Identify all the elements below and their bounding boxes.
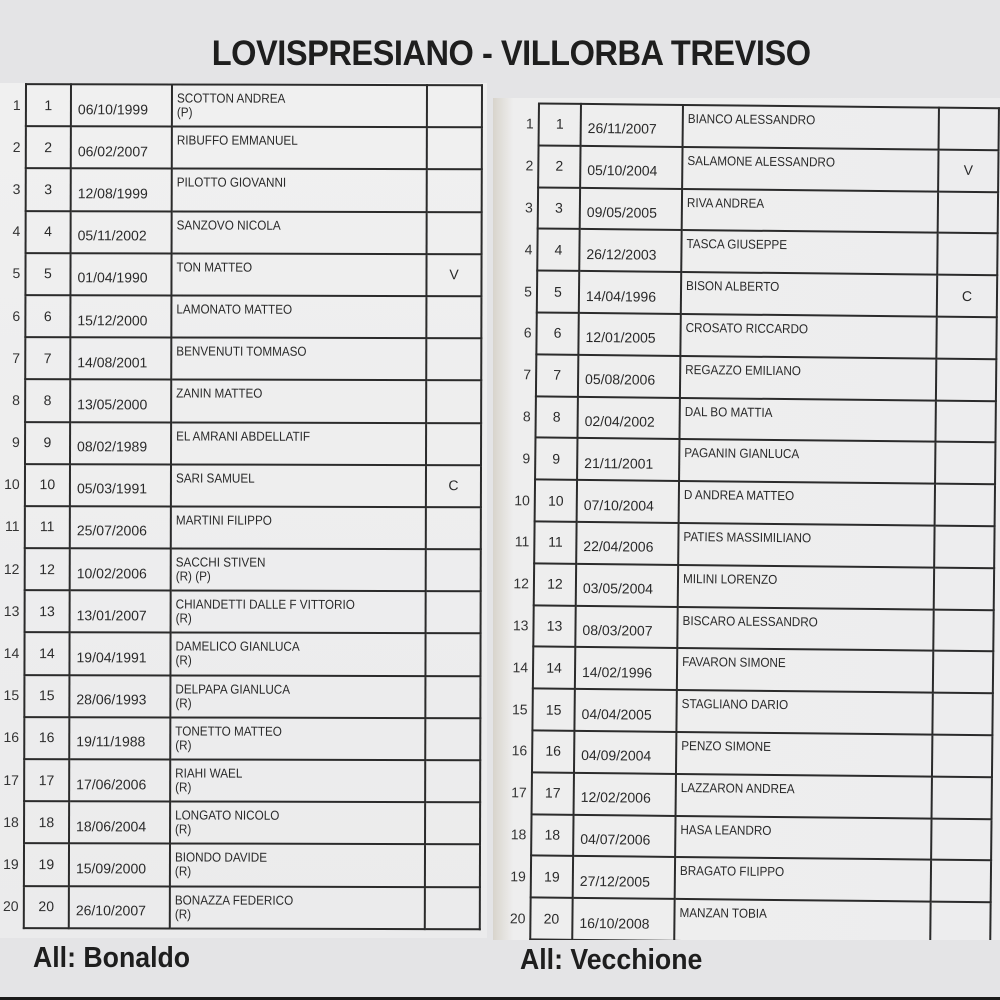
- role-marker: [930, 902, 990, 940]
- role-marker: [937, 233, 997, 275]
- birth-date: 26/10/2007: [69, 886, 170, 928]
- player-note: (R): [175, 695, 193, 711]
- player-note: (R): [175, 652, 193, 668]
- player-row: [494, 145, 998, 192]
- birth-date: 01/04/1990: [70, 253, 171, 295]
- player-name-text: PENZO SIMONE: [681, 737, 772, 754]
- player-name-text: D ANDREA MATTEO: [683, 487, 795, 504]
- player-name-text: ZANIN MATTEO: [176, 385, 263, 402]
- player-note: (R) (P): [176, 568, 212, 584]
- player-row: [493, 855, 991, 902]
- player-name: [679, 439, 935, 483]
- role-marker: [427, 170, 482, 212]
- player-name: [682, 189, 938, 233]
- player-row: [493, 897, 991, 940]
- player-name: [676, 774, 932, 818]
- player-note: (R): [175, 821, 192, 837]
- player-name-text: CROSATO RICCARDO: [685, 319, 809, 337]
- row-number: 3: [525, 199, 533, 216]
- player-row: [0, 717, 480, 760]
- shirt-number: 1: [26, 84, 71, 126]
- player-row: [493, 814, 992, 861]
- player-name: [171, 591, 426, 634]
- row-number: 13: [3, 602, 20, 619]
- player-row: [493, 437, 995, 484]
- player-name: [679, 398, 935, 442]
- row-number: 18: [3, 813, 19, 830]
- player-row: [0, 632, 481, 675]
- player-row: [0, 548, 481, 591]
- player-name-text: CHIANDETTI DALLE F VITTORIO: [176, 596, 356, 613]
- role-marker: [931, 818, 991, 860]
- player-name: [172, 380, 427, 423]
- player-row: [0, 464, 481, 507]
- player-row: [493, 688, 993, 735]
- row-number: 1: [12, 96, 21, 113]
- shirt-number: 6: [536, 312, 578, 354]
- player-name: [172, 84, 427, 127]
- player-note: (R): [175, 906, 192, 922]
- player-row: [493, 396, 996, 443]
- role-marker: [425, 718, 480, 760]
- role-marker: [934, 526, 994, 568]
- birth-date: 21/11/2001: [577, 438, 679, 481]
- shirt-number: 4: [25, 211, 70, 253]
- player-row: [0, 590, 481, 633]
- player-name: [171, 633, 426, 676]
- shirt-number: 5: [537, 271, 579, 313]
- player-row: [0, 843, 480, 886]
- player-name: [171, 759, 426, 802]
- role-marker: [936, 317, 996, 359]
- player-name-text: SCOTTON ANDREA: [177, 90, 286, 106]
- birth-date: 08/03/2007: [575, 605, 677, 648]
- player-name: [674, 899, 930, 940]
- role-marker: [938, 191, 998, 233]
- role-marker: C: [426, 465, 481, 507]
- player-row: [0, 759, 480, 802]
- shirt-number: 2: [26, 126, 71, 168]
- player-name-text: SANZOVO NICOLA: [177, 217, 282, 233]
- player-name: [170, 886, 425, 929]
- player-name: [172, 127, 427, 170]
- role-marker: [427, 212, 482, 254]
- row-number: 14: [512, 658, 529, 676]
- player-name-text: LAZZARON ANDREA: [680, 779, 795, 796]
- row-number: 19: [3, 855, 19, 873]
- birth-date: 22/04/2006: [576, 522, 678, 565]
- role-marker: [425, 676, 480, 718]
- player-row: [493, 772, 992, 819]
- shirt-number: 4: [537, 229, 579, 271]
- player-name-text: EL AMRANI ABDELLATIF: [176, 427, 311, 444]
- shirt-number: 11: [25, 506, 70, 548]
- player-row: [0, 84, 482, 127]
- shirt-number: 20: [530, 898, 572, 940]
- player-name-text: TONETTO MATTEO: [175, 723, 283, 739]
- role-marker: [933, 651, 993, 693]
- player-name: [172, 338, 427, 381]
- row-number: 1: [525, 115, 534, 132]
- shirt-number: 5: [25, 253, 70, 295]
- player-name-text: RIAHI WAEL: [175, 765, 243, 781]
- player-name: [171, 422, 426, 465]
- shirt-number: 1: [539, 103, 581, 145]
- player-name: [172, 211, 427, 254]
- row-number: 8: [12, 391, 20, 408]
- row-number: 4: [524, 241, 533, 258]
- player-name: [676, 690, 932, 734]
- role-marker: [426, 591, 481, 633]
- player-row: [493, 354, 996, 401]
- role-marker: [425, 760, 480, 802]
- birth-date: 02/04/2002: [577, 396, 679, 439]
- birth-date: 09/05/2005: [580, 187, 682, 230]
- player-name-text: PATIES MASSIMILIANO: [683, 528, 812, 546]
- shirt-number: 16: [532, 730, 574, 772]
- player-name-text: HASA LEANDRO: [680, 821, 772, 838]
- player-row: [0, 253, 482, 296]
- birth-date: 12/02/2006: [574, 773, 676, 816]
- shirt-number: 14: [533, 647, 575, 689]
- player-name: [680, 356, 936, 400]
- player-row: [0, 801, 480, 844]
- player-note: (R): [175, 737, 192, 753]
- row-number: 15: [511, 700, 528, 717]
- player-name: [171, 717, 426, 760]
- player-name: [171, 675, 426, 718]
- shirt-number: 15: [24, 675, 69, 717]
- row-number: 11: [5, 518, 20, 535]
- player-row: [493, 563, 994, 610]
- player-name: [171, 464, 426, 507]
- player-name-text: SACCHI STIVEN: [176, 554, 266, 570]
- role-marker: V: [938, 149, 998, 191]
- row-number: 17: [511, 784, 527, 801]
- player-row: [0, 421, 481, 464]
- birth-date: 15/12/2000: [70, 295, 171, 337]
- birth-date: 08/02/1989: [70, 422, 171, 464]
- birth-date: 12/08/1999: [71, 169, 172, 211]
- player-name: [675, 857, 931, 901]
- player-note: (R): [175, 779, 192, 795]
- shirt-number: 12: [534, 563, 576, 605]
- player-name-text: DAL BO MATTIA: [684, 403, 773, 420]
- player-name: [682, 147, 938, 191]
- shirt-number: 3: [25, 168, 70, 210]
- player-name: [170, 844, 425, 887]
- player-row: [0, 168, 482, 211]
- player-name-text: SARI SAMUEL: [176, 470, 256, 486]
- player-row: [0, 506, 481, 549]
- birth-date: 05/08/2006: [578, 355, 680, 398]
- shirt-number: 13: [24, 590, 69, 632]
- role-marker: V: [427, 254, 482, 296]
- player-name: [172, 253, 427, 296]
- player-name-text: DAMELICO GIANLUCA: [175, 638, 301, 655]
- row-number: 20: [2, 898, 19, 915]
- role-marker: C: [937, 275, 997, 317]
- birth-date: 04/04/2005: [574, 689, 676, 732]
- birth-date: 04/09/2004: [574, 731, 676, 774]
- birth-date: 19/11/1988: [69, 717, 170, 759]
- birth-date: 13/05/2000: [70, 380, 171, 422]
- left-coach-label: All: Bonaldo: [33, 942, 191, 974]
- player-name-text: RIVA ANDREA: [686, 194, 765, 211]
- shirt-number: 10: [535, 480, 577, 522]
- player-row: [0, 337, 481, 380]
- right-roster-body: [493, 103, 999, 940]
- player-name: [683, 105, 939, 149]
- row-number: 6: [523, 324, 532, 341]
- player-name-text: BONAZZA FEDERICO: [175, 892, 294, 908]
- row-number: 15: [3, 687, 20, 704]
- row-number: 16: [511, 742, 528, 759]
- row-number: 3: [12, 181, 21, 198]
- player-row: [494, 187, 998, 234]
- player-name-text: SALAMONE ALESSANDRO: [687, 152, 836, 170]
- birth-date: 04/07/2006: [573, 814, 675, 857]
- row-number: 17: [3, 771, 19, 788]
- birth-date: 14/08/2001: [70, 337, 171, 379]
- role-marker: [426, 507, 481, 549]
- shirt-number: 9: [25, 422, 70, 464]
- birth-date: 10/02/2006: [70, 548, 171, 590]
- player-name-text: PAGANIN GIANLUCA: [684, 445, 800, 462]
- player-name: [679, 481, 935, 525]
- birth-date: 06/10/1999: [71, 84, 172, 126]
- row-number: 7: [12, 349, 21, 366]
- birth-date: 26/11/2007: [581, 104, 683, 147]
- role-marker: [426, 338, 481, 380]
- player-name-text: BENVENUTI TOMMASO: [176, 343, 307, 359]
- row-number: 10: [514, 491, 530, 508]
- shirt-number: 12: [24, 548, 69, 590]
- shirt-number: 18: [531, 814, 573, 856]
- player-row: [0, 675, 480, 718]
- player-name: [677, 607, 933, 651]
- shirt-number: 9: [535, 438, 577, 480]
- player-name-text: BIANCO ALESSANDRO: [687, 111, 816, 128]
- row-number: 12: [3, 560, 20, 577]
- player-name-text: BISON ALBERTO: [686, 278, 780, 295]
- role-marker: [426, 549, 481, 591]
- birth-date: 06/02/2007: [71, 126, 172, 168]
- player-name: [681, 230, 937, 274]
- row-number: 19: [510, 867, 526, 885]
- player-name: [678, 565, 934, 609]
- row-number: 6: [12, 307, 21, 324]
- birth-date: 25/07/2006: [70, 506, 171, 548]
- shirt-number: 7: [536, 354, 578, 396]
- player-name: [171, 549, 426, 592]
- row-number: 10: [4, 476, 20, 493]
- shirt-number: 2: [538, 145, 580, 187]
- shirt-number: 19: [24, 843, 69, 885]
- role-marker: [939, 108, 999, 150]
- birth-date: 03/05/2004: [576, 564, 678, 607]
- shirt-number: 8: [535, 396, 577, 438]
- row-number: 5: [524, 282, 533, 299]
- player-row: [0, 379, 481, 422]
- row-number: 18: [510, 826, 527, 843]
- role-marker: [425, 802, 480, 844]
- shirt-number: 18: [24, 801, 69, 843]
- shirt-number: 14: [24, 633, 69, 675]
- player-row: [0, 886, 480, 929]
- player-row: [0, 211, 482, 254]
- role-marker: [425, 887, 480, 929]
- shirt-number: 15: [532, 689, 574, 731]
- role-marker: [935, 484, 995, 526]
- row-number: 4: [12, 223, 21, 240]
- player-name-text: PILOTTO GIOVANNI: [177, 174, 287, 191]
- birth-date: 05/03/1991: [70, 464, 171, 506]
- player-row: [493, 479, 995, 526]
- birth-date: 17/06/2006: [69, 759, 170, 801]
- left-roster-table: [0, 83, 483, 930]
- player-name-text: MILINI LORENZO: [682, 570, 778, 587]
- role-marker: [426, 634, 481, 676]
- player-name-text: REGAZZO EMILIANO: [685, 361, 802, 378]
- player-name-text: BRAGATO FILIPPO: [679, 863, 785, 880]
- player-name: [681, 272, 937, 316]
- role-marker: [936, 358, 996, 400]
- player-name-text: MANZAN TOBIA: [679, 905, 767, 922]
- birth-date: 12/01/2005: [578, 313, 680, 356]
- row-number: 20: [509, 909, 526, 926]
- player-name-text: BISCARO ALESSANDRO: [682, 612, 818, 629]
- role-marker: [425, 845, 480, 887]
- shirt-number: 20: [24, 886, 69, 928]
- birth-date: 15/09/2000: [69, 844, 170, 886]
- birth-date: 28/06/1993: [69, 675, 170, 717]
- row-number: 11: [514, 533, 530, 550]
- role-marker: [426, 380, 481, 422]
- row-number: 8: [522, 408, 531, 425]
- player-name-text: MARTINI FILIPPO: [176, 512, 273, 528]
- birth-date: 27/12/2005: [573, 856, 675, 899]
- role-marker: [427, 85, 482, 127]
- role-marker: [931, 860, 991, 902]
- shirt-number: 10: [25, 464, 70, 506]
- shirt-number: 17: [24, 759, 69, 801]
- role-marker: [427, 127, 482, 169]
- player-row: [493, 521, 995, 568]
- player-name: [172, 169, 427, 212]
- player-name: [676, 732, 932, 776]
- left-team-sheet: [0, 83, 487, 938]
- player-name-text: LONGATO NICOLO: [175, 807, 280, 823]
- player-name: [170, 802, 425, 845]
- birth-date: 13/01/2007: [70, 590, 171, 632]
- player-name-text: FAVARON SIMONE: [682, 654, 786, 671]
- row-number: 13: [512, 617, 529, 634]
- shirt-number: 6: [25, 295, 70, 337]
- role-marker: [935, 400, 995, 442]
- player-name-text: RIBUFFO EMMANUEL: [177, 132, 299, 148]
- right-roster-table: [493, 102, 1000, 940]
- page-title: LOVISPRESIANO - VILLORBA TREVISO: [211, 34, 811, 73]
- role-marker: [426, 423, 481, 465]
- player-note: (R): [175, 610, 193, 626]
- player-name-text: TON MATTEO: [176, 259, 253, 275]
- player-row: [493, 646, 993, 693]
- left-roster-body: [0, 84, 482, 929]
- right-team-sheet: [493, 98, 1000, 940]
- birth-date: 05/10/2004: [580, 146, 682, 189]
- player-name: [678, 523, 934, 567]
- role-marker: [932, 693, 992, 735]
- shirt-number: 11: [534, 521, 576, 563]
- player-name: [171, 506, 426, 549]
- shirt-number: 17: [532, 772, 574, 814]
- birth-date: 05/11/2002: [71, 211, 172, 253]
- shirt-number: 19: [531, 856, 573, 898]
- right-coach-label: All: Vecchione: [520, 944, 703, 976]
- player-name: [675, 815, 931, 859]
- player-row: [493, 730, 992, 777]
- player-name-text: TASCA GIUSEPPE: [686, 236, 788, 253]
- shirt-number: 8: [25, 379, 70, 421]
- row-number: 9: [11, 434, 20, 451]
- birth-date: 14/02/1996: [575, 647, 677, 690]
- player-row: [495, 103, 999, 150]
- row-number: 14: [3, 645, 20, 662]
- player-row: [0, 295, 481, 338]
- birth-date: 26/12/2003: [579, 229, 681, 272]
- player-name: [677, 648, 933, 692]
- player-note: (R): [175, 863, 192, 879]
- shirt-number: 16: [24, 717, 69, 759]
- player-row: [493, 228, 997, 275]
- player-name-text: BIONDO DAVIDE: [175, 849, 268, 866]
- row-number: 9: [522, 450, 531, 467]
- row-number: 12: [513, 575, 530, 592]
- row-number: 5: [12, 265, 21, 282]
- birth-date: 18/06/2004: [69, 801, 170, 843]
- player-name-text: LAMONATO MATTEO: [176, 301, 293, 317]
- player-row: [493, 312, 997, 359]
- player-name-text: STAGLIANO DARIO: [681, 696, 789, 713]
- row-number: 7: [523, 366, 532, 383]
- player-name: [680, 314, 936, 358]
- player-name: [172, 295, 427, 338]
- player-row: [493, 605, 994, 652]
- role-marker: [933, 609, 993, 651]
- role-marker: [932, 735, 992, 777]
- row-number: 16: [3, 729, 20, 746]
- birth-date: 07/10/2004: [577, 480, 679, 523]
- birth-date: 14/04/1996: [579, 271, 681, 314]
- player-note: (P): [177, 104, 193, 120]
- player-name-text: DELPAPA GIANLUCA: [175, 681, 291, 697]
- birth-date: 19/04/1991: [69, 633, 170, 675]
- role-marker: [934, 567, 994, 609]
- birth-date: 16/10/2008: [572, 898, 674, 940]
- role-marker: [426, 296, 481, 338]
- shirt-number: 3: [538, 187, 580, 229]
- row-number: 2: [12, 138, 21, 155]
- player-row: [493, 270, 997, 317]
- player-row: [0, 126, 482, 169]
- role-marker: [935, 442, 995, 484]
- shirt-number: 7: [25, 337, 70, 379]
- role-marker: [932, 776, 992, 818]
- row-number: 2: [525, 157, 534, 174]
- shirt-number: 13: [533, 605, 575, 647]
